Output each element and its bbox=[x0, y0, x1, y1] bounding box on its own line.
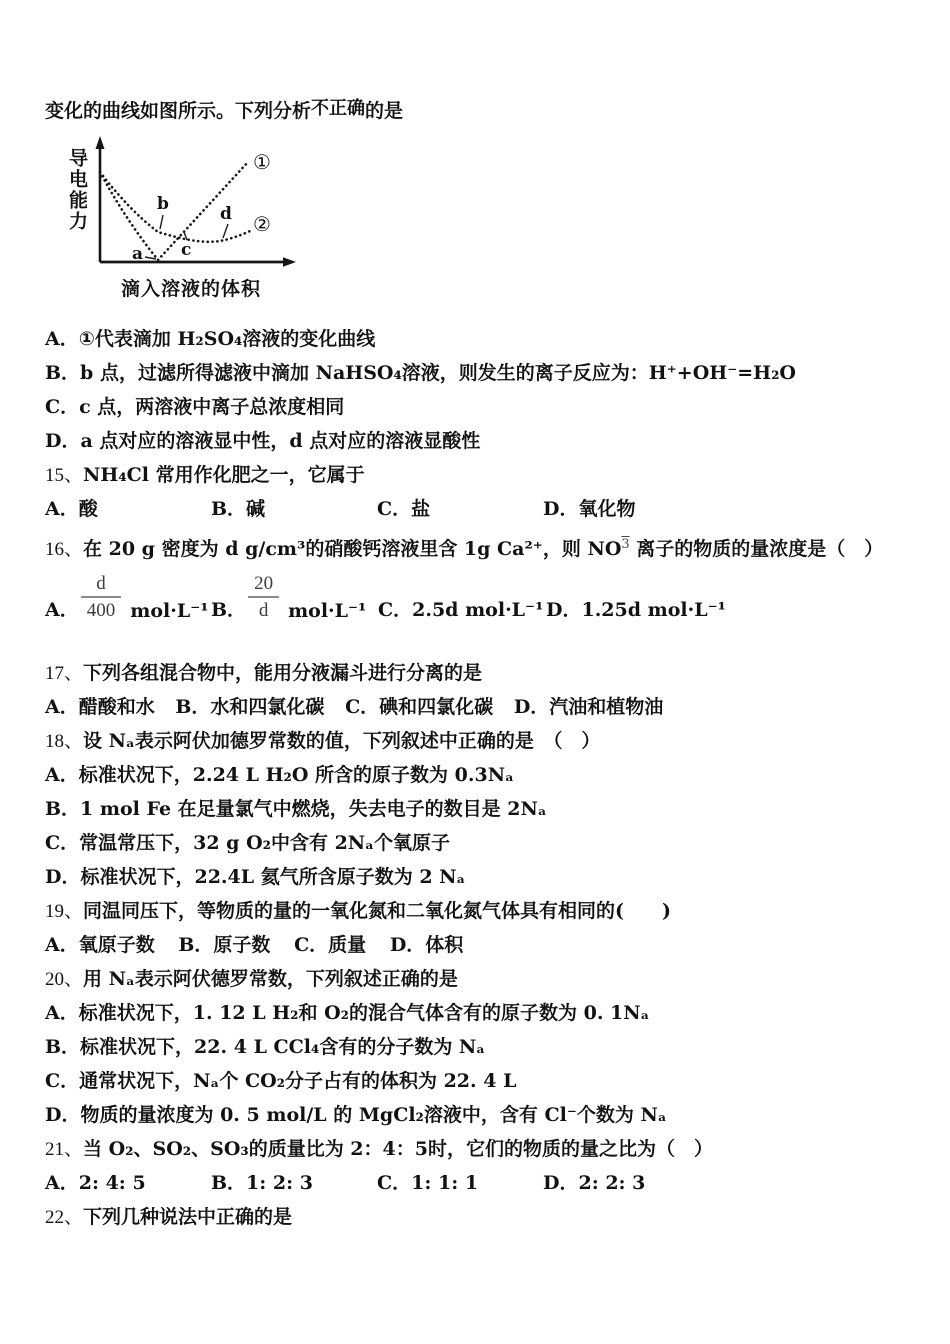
q14-option-b: B．b 点，过滤所得滤液中滴加 NaHSO₄溶液，则发生的离子反应为：H⁺+OH⁻=H₂O bbox=[45, 362, 796, 384]
q14-option-c: C．c 点，两溶液中离子总浓度相同 bbox=[45, 396, 345, 418]
q19-option-d: D．体积 bbox=[389, 934, 464, 956]
q18-stem bbox=[45, 730, 912, 753]
q15-stem bbox=[45, 464, 912, 487]
conductivity-figure bbox=[53, 134, 333, 312]
q14-option-d: D．a 点对应的溶液显中性，d 点对应的溶液显酸性 bbox=[45, 430, 481, 452]
q17-stem bbox=[45, 662, 912, 685]
q15-option-d: D．氧化物 bbox=[543, 498, 636, 520]
q16-nitrate-superscript: 3 bbox=[621, 537, 630, 552]
q16-option-b bbox=[211, 572, 378, 622]
q17-number: 17、 bbox=[45, 663, 84, 684]
q16-stem bbox=[45, 533, 912, 561]
q20-number: 20、 bbox=[45, 969, 84, 990]
connector-d bbox=[223, 224, 228, 238]
point-label-d: d bbox=[220, 204, 232, 224]
q21-option-b: B．1: 2: 3 bbox=[211, 1172, 313, 1194]
q21-stem bbox=[45, 1138, 912, 1161]
intro-prefix: 变化的曲线如图所示。下列分析 bbox=[45, 100, 312, 122]
q17-option-a: A．醋酸和水 bbox=[45, 696, 155, 718]
q16-number: 16、 bbox=[45, 539, 84, 560]
q19-options bbox=[45, 934, 912, 957]
q15-option-b: B．碱 bbox=[211, 498, 266, 520]
q22-stem bbox=[45, 1206, 912, 1229]
curve-2-tag: ② bbox=[253, 212, 271, 236]
q15-number: 15、 bbox=[45, 465, 84, 486]
curve-1-tag: ① bbox=[253, 150, 271, 174]
q20-option-b: B．标准状况下，22. 4 L CCl₄含有的分子数为 Nₐ bbox=[45, 1036, 486, 1058]
q21-options bbox=[45, 1172, 912, 1195]
q20-stem bbox=[45, 968, 912, 991]
q17-stem-text: 下列各组混合物中，能用分液漏斗进行分离的是 bbox=[83, 662, 483, 684]
fraction-denominator: d bbox=[258, 600, 269, 621]
q19-stem-text: 同温同压下，等物质的量的一氧化氮和二氧化氮气体具有相同的( ) bbox=[83, 900, 671, 922]
point-label-a: a bbox=[132, 244, 144, 264]
q16-stem-pre: 在 20 g 密度为 d g/cm³的硝酸钙溶液里含 1g Ca²⁺，则 NO bbox=[83, 538, 622, 560]
q16-option-a-unit: mol·L⁻¹ bbox=[130, 600, 209, 622]
q17-option-d: D．汽油和植物油 bbox=[513, 696, 664, 718]
q19-stem bbox=[45, 900, 912, 923]
q22-stem-text: 下列几种说法中正确的是 bbox=[83, 1206, 293, 1228]
intro-suffix: 的是 bbox=[365, 100, 404, 122]
q16-option-a bbox=[45, 572, 211, 622]
fraction bbox=[248, 572, 279, 622]
q21-option-d: D．2: 2: 3 bbox=[543, 1172, 646, 1194]
q16-option-c: C．2.5d mol·L⁻¹ bbox=[378, 599, 544, 621]
intro-line bbox=[45, 100, 912, 123]
q15-option-a: A．酸 bbox=[45, 498, 98, 520]
q16-option-b-unit: mol·L⁻¹ bbox=[288, 600, 367, 622]
q16-option-a-letter: A． bbox=[45, 599, 79, 621]
q18-option-d: D．标准状况下，22.4L 氦气所含原子数为 2 Nₐ bbox=[45, 866, 466, 888]
q21-stem-text: 当 O₂、SO₂、SO₃的质量比为 2：4：5时，它们的物质的量之比为（ ） bbox=[83, 1138, 713, 1160]
q19-option-c: C．质量 bbox=[294, 934, 367, 956]
intro-emphasis: 不正确 bbox=[311, 98, 366, 119]
connector-b bbox=[160, 215, 163, 229]
q15-option-c: C．盐 bbox=[377, 498, 431, 520]
q21-number: 21、 bbox=[45, 1139, 84, 1160]
fraction-denominator: 400 bbox=[86, 600, 116, 621]
fraction-numerator: d bbox=[81, 572, 122, 598]
q16-options bbox=[45, 572, 912, 622]
q22-number: 22、 bbox=[45, 1207, 84, 1228]
q20-option-c: C．通常状况下，Nₐ个 CO₂分子占有的体积为 22. 4 L bbox=[45, 1070, 517, 1092]
q18-number: 18、 bbox=[45, 731, 84, 752]
q16-option-b-letter: B． bbox=[211, 599, 247, 621]
y-axis-label: 导电能力 bbox=[66, 148, 88, 232]
q16-stem-post: 离子的物质的量浓度是（ ） bbox=[629, 538, 884, 560]
q18-stem-text: 设 Nₐ表示阿伏加德罗常数的值，下列叙述中正确的是 （ ） bbox=[83, 730, 601, 752]
q14-option-a: A．①代表滴加 H₂SO₄溶液的变化曲线 bbox=[45, 328, 376, 350]
q19-number: 19、 bbox=[45, 901, 84, 922]
q15-options bbox=[45, 498, 912, 521]
fraction bbox=[81, 572, 122, 622]
point-label-b: b bbox=[157, 194, 169, 214]
q20-stem-text: 用 Nₐ表示阿伏德罗常数，下列叙述正确的是 bbox=[83, 968, 458, 990]
y-axis-arrow-icon bbox=[96, 136, 105, 149]
q18-option-b: B．1 mol Fe 在足量氯气中燃烧，失去电子的数目是 2Nₐ bbox=[45, 798, 547, 820]
q17-option-c: C．碘和四氯化碳 bbox=[345, 696, 494, 718]
q18-option-c: C．常温常压下，32 g O₂中含有 2Nₐ个氧原子 bbox=[45, 832, 451, 854]
x-axis-arrow-icon bbox=[283, 257, 296, 267]
q21-option-c: C．1: 1: 1 bbox=[377, 1172, 479, 1194]
q19-option-b: B．原子数 bbox=[178, 934, 271, 956]
q19-option-a: A．氧原子数 bbox=[45, 934, 155, 956]
fraction-numerator: 20 bbox=[248, 572, 279, 598]
q21-option-a: A．2: 4: 5 bbox=[45, 1172, 146, 1194]
q16-option-d: D．1.25d mol·L⁻¹ bbox=[546, 599, 726, 621]
x-axis-label: 滴入溶液的体积 bbox=[121, 278, 262, 300]
point-label-c: c bbox=[181, 240, 192, 260]
q17-options bbox=[45, 696, 912, 719]
q17-option-b: B．水和四氯化碳 bbox=[175, 696, 325, 718]
q20-option-a: A．标准状况下，1. 12 L H₂和 O₂的混合气体含有的原子数为 0. 1Nₐ bbox=[45, 1002, 650, 1024]
q20-option-d: D．物质的量浓度为 0. 5 mol/L 的 MgCl₂溶液中，含有 Cl⁻个数为 Nₐ bbox=[45, 1104, 667, 1126]
q15-stem-text: NH₄Cl 常用作化肥之一，它属于 bbox=[83, 464, 365, 486]
q18-option-a: A．标准状况下，2.24 L H₂O 所含的原子数为 0.3Nₐ bbox=[45, 764, 514, 786]
